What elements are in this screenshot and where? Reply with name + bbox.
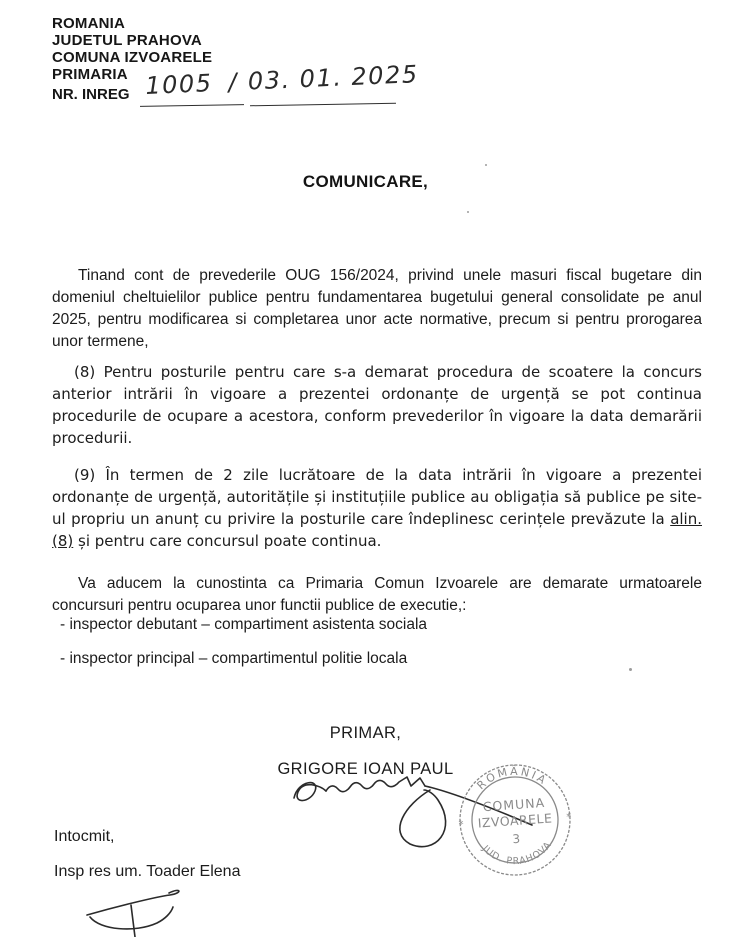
letterhead-line-commune: COMUNA IZVOARELE: [52, 49, 213, 66]
document-title: COMUNICARE,: [302, 172, 429, 191]
signer-role: PRIMAR,: [329, 724, 402, 742]
registration-separator: /: [227, 67, 239, 97]
signer-name: GRIGORE IOAN PAUL: [277, 760, 454, 778]
registration-underline-left: [140, 104, 244, 107]
signature-loops: [294, 783, 326, 801]
registration-label: NR. INREG: [52, 86, 130, 103]
clerk-signature-vertical: [131, 905, 135, 937]
official-round-stamp: [446, 751, 585, 890]
list-item-inspector-principal: - inspector principal – compartimentul politie locala: [60, 650, 408, 667]
stamp-right-star: *: [566, 812, 572, 824]
stamp-number: 3: [512, 831, 521, 847]
paragraph-alin9-before: (9) În termen de 2 zile lucrătoare de la data intrării în vigoare a prezentei ordonanțe de urgență, autoritățile și instituțiile publice au obligația să publice pe site-ul propriu un anunț cu privire la posturile care îndeplinesc cerințele prevăzute la: [52, 466, 702, 528]
prepared-label: Intocmit,: [54, 828, 115, 845]
registration-number: 1005: [144, 69, 214, 100]
stamp-village-word: IZVOARELE: [477, 810, 553, 831]
paragraph-alin8: (8) Pentru posturile pentru care s-a demarat procedura de scoatere la concurs anterior intrării în vigoare a prezentei ordonanțe de urgență se pot continua procedurile de ocupare a acestora, conform prevederilor în vigoare la data demarării procedurii.: [52, 363, 702, 447]
stamp-county-label: JUD. PRAHOVA: [479, 839, 555, 868]
clerk-signature-flourish: [87, 890, 179, 915]
scan-speck: [485, 164, 487, 166]
stamp-commune-word: COMUNA: [482, 794, 546, 815]
paragraph-announce: Va aducem la cunostinta ca Primaria Comun Izvoarele are demarate urmatoarele concursuri pentru ocuparea unor functii publice de executie,:: [52, 574, 702, 614]
signature-waves: [326, 777, 425, 792]
registration-underline-right: [250, 103, 396, 107]
prepared-by: Insp res um. Toader Elena: [54, 863, 241, 880]
paragraph-alin9-reference: alin. (8): [52, 510, 702, 550]
stamp-country-arc-text: [473, 762, 550, 793]
scan-speck: [467, 211, 469, 213]
paragraph-intro: Tinand cont de prevederile OUG 156/2024, privind unele masuri fiscal bugetare din domeniul cheltuielilor publice pentru fundamentarea bugetului general consolidate pe anul 2025, pentru modificarea si completarea unor acte normative, precum si pentru prorogarea unor termene,: [52, 266, 702, 350]
paragraph-alin9: [52, 464, 702, 552]
stamp-left-star: *: [458, 819, 465, 831]
clerk-signature-scribble: [75, 885, 195, 937]
registration-date: 03. 01. 2025: [247, 60, 420, 96]
scan-speck: [629, 668, 632, 671]
paragraph-alin9-after: și pentru care concursul poate continua.: [73, 532, 382, 550]
signature-oval: [400, 790, 446, 847]
letterhead-line-cityhall: PRIMARIA: [52, 66, 128, 83]
letterhead-line-country: ROMANIA: [52, 15, 126, 32]
letterhead-line-county: JUDETUL PRAHOVA: [52, 32, 202, 49]
stamp-country-label: ROMÂNIA: [474, 764, 551, 793]
list-item-inspector-debutant: - inspector debutant – compartiment asistenta sociala: [60, 616, 428, 633]
